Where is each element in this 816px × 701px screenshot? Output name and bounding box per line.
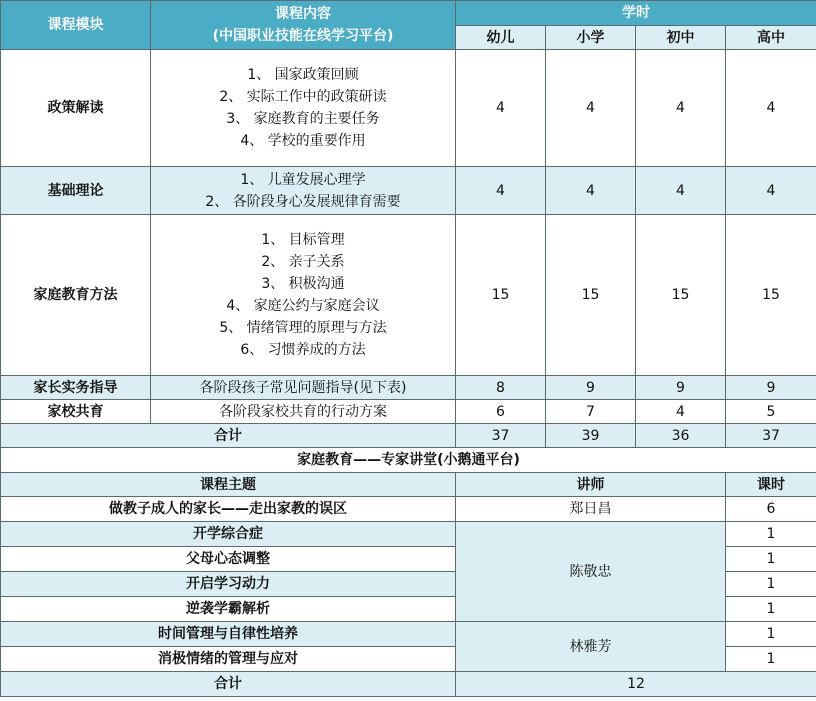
header-level-primary: 小学 <box>546 26 636 50</box>
table-row <box>1 497 816 522</box>
content-item: 4、 学校的重要作用 <box>240 133 366 149</box>
module-name: 家校共育 <box>1 400 151 424</box>
header-content-title: 课程内容 <box>275 6 331 22</box>
header-teacher: 讲师 <box>456 473 726 497</box>
header-module: 课程模块 <box>1 1 151 50</box>
lecture-topic: 开启学习动力 <box>1 572 456 597</box>
lecture-total-label: 合计 <box>1 672 456 697</box>
hours-cell: 4 <box>726 167 816 215</box>
lecture-teacher: 陈敬忠 <box>456 522 726 622</box>
content-item: 1、 国家政策回顾 <box>247 67 359 83</box>
lecture-teacher: 林雅芳 <box>456 622 726 672</box>
hours-cell: 9 <box>726 376 816 400</box>
lecture-title: 家庭教育——专家讲堂(小鹅通平台) <box>1 448 816 473</box>
content-item: 5、 情绪管理的原理与方法 <box>219 320 387 336</box>
lecture-hours: 1 <box>726 522 816 547</box>
hours-cell: 15 <box>726 215 816 376</box>
lecture-hours: 1 <box>726 647 816 672</box>
total-hours: 39 <box>546 424 636 448</box>
table-row <box>1 50 816 167</box>
hours-cell: 4 <box>726 50 816 167</box>
header-topic: 课程主题 <box>1 473 456 497</box>
hours-cell: 15 <box>546 215 636 376</box>
content-item: 6、 习惯养成的方法 <box>240 342 366 358</box>
lecture-topic: 父母心态调整 <box>1 547 456 572</box>
content-item: 2、 实际工作中的政策研读 <box>219 89 387 105</box>
hours-cell: 7 <box>546 400 636 424</box>
lecture-teacher: 郑日昌 <box>456 497 726 522</box>
content-item: 2、 各阶段身心发展规律育需要 <box>205 193 401 210</box>
hours-cell: 4 <box>636 400 726 424</box>
hours-cell: 4 <box>456 167 546 215</box>
content-item: 2、 亲子关系 <box>261 254 345 270</box>
header-content-platform: (中国职业技能在线学习平台) <box>212 28 394 44</box>
lecture-hours: 1 <box>726 547 816 572</box>
content-item: 1、 目标管理 <box>261 232 345 248</box>
lecture-topic: 做教子成人的家长——走出家教的误区 <box>1 497 456 522</box>
lecture-topic: 逆袭学霸解析 <box>1 597 456 622</box>
table-row <box>1 622 816 647</box>
total-row <box>1 424 816 448</box>
hours-cell: 4 <box>546 50 636 167</box>
header-level-junior: 初中 <box>636 26 726 50</box>
hours-cell: 9 <box>636 376 726 400</box>
module-content <box>151 215 456 376</box>
module-name: 基础理论 <box>1 167 151 215</box>
lecture-topic: 时间管理与自律性培养 <box>1 622 456 647</box>
header-hours: 学时 <box>456 1 816 26</box>
content-item: 3、 积极沟通 <box>261 276 345 292</box>
lecture-topic: 开学综合症 <box>1 522 456 547</box>
lecture-hours: 1 <box>726 572 816 597</box>
hours-cell: 9 <box>546 376 636 400</box>
table-row <box>1 215 816 376</box>
module-name: 家庭教育方法 <box>1 215 151 376</box>
total-hours: 37 <box>726 424 816 448</box>
module-content: 各阶段家校共育的行动方案 <box>151 400 456 424</box>
hours-cell: 4 <box>456 50 546 167</box>
header-level-preschool: 幼儿 <box>456 26 546 50</box>
lecture-hours: 1 <box>726 597 816 622</box>
content-item: 4、 家庭公约与家庭会议 <box>226 298 380 314</box>
lecture-total-value: 12 <box>456 672 816 697</box>
header-content <box>151 1 456 50</box>
table-row <box>1 522 816 547</box>
module-content <box>151 167 456 215</box>
hours-cell: 5 <box>726 400 816 424</box>
module-content: 各阶段孩子常见问题指导(见下表) <box>151 376 456 400</box>
module-content <box>151 50 456 167</box>
hours-cell: 4 <box>636 50 726 167</box>
lecture-table <box>0 447 816 697</box>
table-row <box>1 400 816 424</box>
lecture-hours: 6 <box>726 497 816 522</box>
table-row <box>1 376 816 400</box>
total-hours: 37 <box>456 424 546 448</box>
lecture-topic: 消极情绪的管理与应对 <box>1 647 456 672</box>
hours-cell: 6 <box>456 400 546 424</box>
hours-cell: 15 <box>636 215 726 376</box>
module-name: 家长实务指导 <box>1 376 151 400</box>
header-level-senior: 高中 <box>726 26 816 50</box>
total-hours: 36 <box>636 424 726 448</box>
total-label: 合计 <box>1 424 456 448</box>
hours-cell: 4 <box>636 167 726 215</box>
hours-cell: 8 <box>456 376 546 400</box>
table-row <box>1 167 816 215</box>
hours-cell: 4 <box>546 167 636 215</box>
content-item: 1、 儿童发展心理学 <box>240 171 366 188</box>
lecture-hours: 1 <box>726 622 816 647</box>
header-lesson-hours: 课时 <box>726 473 816 497</box>
content-item: 3、 家庭教育的主要任务 <box>226 111 380 127</box>
module-name: 政策解读 <box>1 50 151 167</box>
total-row <box>1 672 816 697</box>
hours-cell: 15 <box>456 215 546 376</box>
